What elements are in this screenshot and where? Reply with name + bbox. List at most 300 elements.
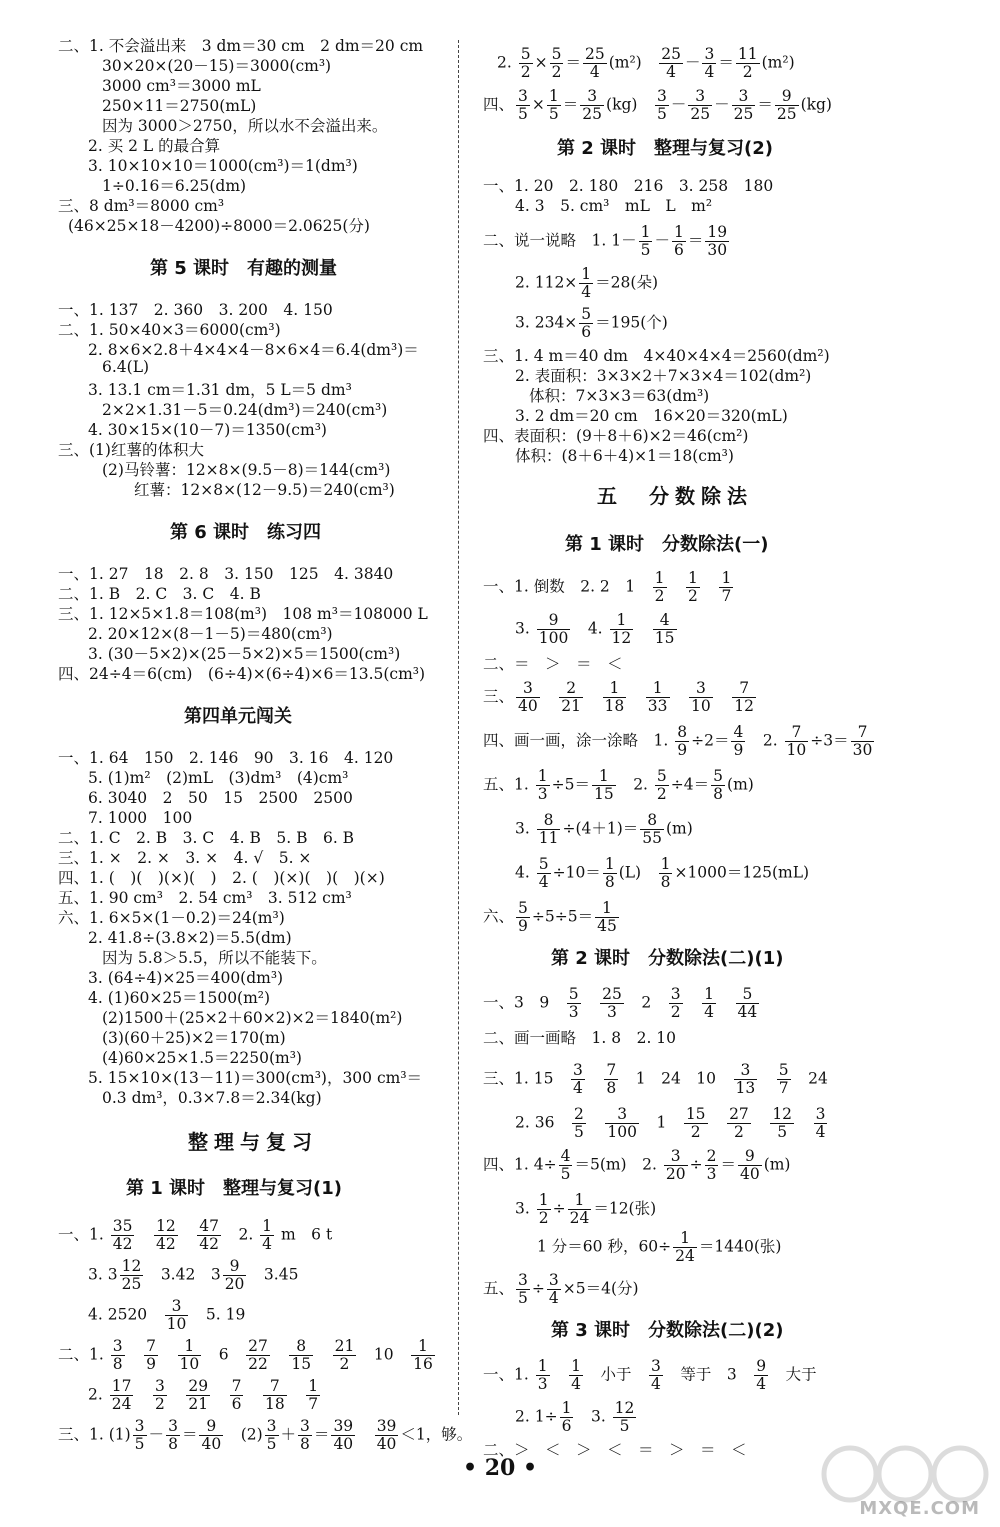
fraction-numerator: 2 (559, 680, 583, 698)
fraction-numerator: 25 (602, 985, 622, 1003)
fraction-numerator: 35 (112, 1217, 133, 1235)
answer-text (588, 1114, 604, 1132)
fraction-numerator: 1 (688, 569, 698, 587)
answer-text: 10 (358, 1345, 410, 1364)
answer-text: 6.4(L) (102, 358, 150, 376)
answer-text (127, 1346, 143, 1364)
fraction-denominator: 30 (707, 241, 728, 260)
answer-text: 4. (515, 863, 535, 882)
fraction (777, 1062, 791, 1097)
fraction (579, 266, 593, 301)
fraction-denominator: 10 (786, 741, 807, 760)
section-heading: 第 6 课时 练习四 (170, 522, 322, 543)
answer-line (88, 1378, 322, 1413)
answer-text: － (148, 1425, 165, 1444)
fraction-denominator: 24 (675, 1247, 695, 1266)
fraction-denominator: 10 (691, 697, 711, 716)
fraction-denominator: 4 (815, 1123, 826, 1142)
answer-text: 3. (575, 1407, 611, 1426)
answer-text: 二、1. C 2. B 3. C 4. B 5. B 6. B (58, 829, 355, 847)
section-heading: 第 5 课时 有趣的测量 (150, 258, 338, 279)
fraction-numerator: 3 (688, 88, 712, 106)
fraction (550, 46, 564, 81)
fraction-denominator: 4 (756, 1375, 767, 1394)
fraction (702, 986, 716, 1021)
answer-text: 一、1. 27 18 2. 8 3. 150 125 4. 3840 (58, 565, 394, 583)
fraction (655, 88, 669, 123)
answer-text (710, 1114, 726, 1132)
fraction-denominator: 2 (339, 1355, 350, 1374)
fraction-numerator: 3 (656, 87, 667, 105)
answer-text (272, 1346, 288, 1364)
fraction-denominator: 16 (413, 1355, 433, 1374)
fraction-denominator: 15 (593, 785, 614, 804)
fraction-numerator: 3 (300, 1417, 310, 1435)
fraction-denominator: 4 (704, 1003, 714, 1022)
answer-text: 二、1. 50×40×3＝6000(cm³) (58, 321, 281, 339)
fraction (559, 1148, 573, 1183)
answer-text: 250×11＝2750(mL) (102, 97, 257, 115)
fraction (186, 1378, 210, 1413)
fraction (705, 1148, 719, 1183)
answer-text: (4)60×25×1.5＝2250(m³) (102, 1049, 302, 1067)
answer-line (483, 1148, 790, 1183)
answer-text (169, 1386, 185, 1404)
fraction-denominator: 12 (734, 697, 754, 716)
fraction-numerator: 1 (604, 855, 615, 873)
fraction-denominator: 3 (607, 1003, 617, 1022)
answer-text: m 6 t (276, 1225, 333, 1244)
answer-text: 2. 36 (515, 1113, 570, 1132)
answer-line (483, 986, 761, 1021)
answer-line (515, 1400, 638, 1435)
answer-text: (2)1500＋(25×2＋60×2)×2＝1840(m²) (102, 1009, 403, 1027)
answer-line (483, 768, 754, 803)
fraction (646, 680, 670, 715)
answer-text: 一、1. 137 2. 360 3. 200 4. 150 (58, 301, 333, 319)
fraction (736, 986, 760, 1021)
fraction-numerator: 9 (738, 1148, 762, 1166)
answer-line (58, 1418, 472, 1453)
answer-text: 1 (640, 1113, 682, 1132)
fraction (567, 986, 581, 1021)
fraction (572, 1106, 586, 1141)
fraction (851, 724, 875, 759)
answer-line (88, 338, 419, 360)
fraction-numerator: 1 (581, 265, 592, 283)
answer-line (102, 114, 387, 136)
fraction-denominator: 42 (112, 1235, 133, 1254)
fraction-denominator: 5 (777, 1123, 788, 1142)
answer-line (58, 438, 204, 460)
answer-text (289, 1386, 305, 1404)
answer-text: 2. 8×6×2.8＋4×4×4－8×6×4＝6.4(dm³)＝ (88, 341, 419, 359)
fraction (659, 46, 683, 81)
fraction-numerator: 39 (376, 1417, 397, 1435)
answer-text: 三、(1)红薯的体积大 (58, 441, 204, 459)
fraction-denominator: 6 (581, 323, 592, 342)
answer-line (58, 1218, 332, 1253)
fraction (263, 1378, 287, 1413)
answer-text: (46×25×18－4200)÷8000＝2.0625(分) (68, 217, 370, 235)
fraction-numerator: 8 (289, 1338, 313, 1356)
fraction-numerator: 3 (704, 45, 715, 63)
answer-text: 二、画一画略 1. 8 2. 10 (483, 1029, 677, 1047)
fraction-denominator: 15 (654, 629, 675, 648)
fraction-denominator: 25 (582, 105, 603, 124)
answer-line (102, 398, 387, 420)
fraction-denominator: 3 (537, 1375, 548, 1394)
answer-text: 一、3 9 (483, 993, 565, 1012)
answer-line (515, 856, 809, 891)
section-heading: 第四单元闯关 (184, 706, 292, 727)
fraction-denominator: 13 (735, 1079, 756, 1098)
answer-text: ＝ (687, 231, 704, 250)
fraction-numerator: 9 (199, 1418, 223, 1436)
fraction-denominator: 30 (852, 741, 873, 760)
fraction-numerator: 1 (537, 1357, 548, 1375)
fraction-numerator: 3 (518, 87, 528, 105)
answer-line (102, 1046, 302, 1068)
fraction (727, 1106, 751, 1141)
answer-text (796, 1114, 812, 1132)
fraction-numerator: 3 (516, 680, 540, 698)
fraction (516, 680, 540, 715)
fraction-numerator: 5 (538, 855, 549, 873)
answer-text: 四、画一画，涂一涂略 1. (483, 731, 674, 750)
section-heading: 五 分数除法 (597, 484, 753, 508)
fraction-numerator: 1 (721, 569, 732, 587)
fraction-denominator: 4 (589, 63, 600, 82)
fraction-denominator: 2 (551, 63, 562, 82)
section-heading: 第 2 课时 整理与复习(2) (557, 138, 774, 159)
fraction-numerator: 1 (548, 87, 559, 105)
fraction-denominator: 18 (265, 1395, 285, 1414)
fraction-denominator: 25 (121, 1275, 142, 1294)
fraction (732, 680, 756, 715)
fraction-numerator: 5 (520, 45, 531, 63)
answer-text (180, 1226, 196, 1244)
answer-line (483, 652, 623, 674)
answer-text: 1÷0.16＝6.25(dm) (102, 177, 247, 195)
fraction (600, 986, 624, 1021)
fraction-denominator: 45 (597, 917, 617, 936)
fraction-numerator: 1 (592, 768, 616, 786)
answer-text: (L) (618, 863, 657, 882)
answer-text: ＝ (562, 95, 579, 114)
answer-text: 3. (515, 619, 535, 638)
fraction-denominator: 8 (112, 1355, 123, 1374)
fraction (516, 1272, 530, 1307)
fraction (331, 1418, 355, 1453)
fraction-denominator: 18 (604, 697, 625, 716)
fraction-numerator: 4 (560, 1147, 571, 1165)
answer-line (88, 378, 352, 400)
answer-text: 24 (792, 1069, 828, 1088)
fraction (754, 1358, 768, 1393)
answer-line (483, 1272, 639, 1307)
answer-line (88, 622, 333, 644)
fraction (639, 224, 653, 259)
fraction-denominator: 9 (518, 917, 528, 936)
answer-text: 5. 19 (190, 1305, 246, 1324)
fraction-numerator: 1 (411, 1338, 435, 1356)
fraction-numerator: 1 (262, 1217, 273, 1235)
fraction-numerator: 5 (568, 985, 579, 1003)
fraction (166, 1418, 180, 1453)
fraction-denominator: 40 (739, 1165, 760, 1184)
answer-line (515, 266, 658, 301)
fraction-numerator: 39 (333, 1417, 354, 1435)
fraction (568, 1192, 592, 1227)
answer-text: ÷ (531, 1279, 545, 1298)
fraction (640, 812, 664, 847)
answer-line (58, 662, 425, 684)
answer-text: 一、1. (58, 1225, 109, 1244)
watermark-text: MXQE.COM (859, 1498, 980, 1519)
answer-text: 体积：(8＋6＋4)×1＝18(cm³) (515, 447, 734, 465)
answer-text: 三、 (483, 687, 515, 706)
fraction-denominator: 2 (538, 1209, 549, 1228)
fraction-numerator: 12 (155, 1217, 176, 1235)
answer-text: 因为 3000＞2750，所以水不会溢出来。 (102, 117, 388, 135)
answer-text: × (531, 95, 545, 114)
answer-line (88, 926, 292, 948)
fraction-numerator: 1 (660, 855, 671, 873)
fraction-numerator: 8 (640, 812, 664, 830)
fraction (734, 1062, 758, 1097)
answer-text: 五、1. 90 cm³ 2. 54 cm³ 3. 512 cm³ (58, 889, 352, 907)
answer-text: ＝195(个) (595, 313, 668, 332)
answer-line (483, 1062, 828, 1097)
fraction-numerator: 47 (199, 1217, 219, 1235)
fraction-numerator: 1 (654, 569, 665, 587)
answer-text: 三、1. (1) (58, 1425, 131, 1444)
fraction-numerator: 25 (661, 45, 681, 63)
answer-text: × (534, 53, 548, 72)
fraction (199, 1418, 223, 1453)
answer-line (88, 642, 400, 664)
fraction (111, 1218, 135, 1253)
fraction-numerator: 3 (670, 985, 681, 1003)
answer-text (635, 620, 651, 638)
answer-text: 一、1. 20 2. 180 216 3. 258 180 (483, 177, 774, 195)
fraction-denominator: 5 (560, 1165, 571, 1184)
fraction-denominator: 2 (688, 587, 698, 606)
answer-line (58, 562, 393, 584)
fraction-denominator: 5 (656, 105, 667, 124)
answer-text: 5. (1)m² (2)mL (3)dm³ (4)cm³ (88, 769, 349, 787)
answer-text: 1 分＝60 秒，60÷ (537, 1237, 672, 1256)
fraction-numerator: 5 (736, 986, 760, 1004)
answer-text: 2. 1÷ (515, 1407, 558, 1426)
fraction-denominator: 10 (166, 1315, 187, 1334)
fraction-numerator: 9 (775, 88, 799, 106)
answer-text: ÷5÷5＝ (531, 907, 594, 926)
answer-line (88, 806, 192, 828)
answer-text: ÷2＝ (691, 731, 730, 750)
fraction-denominator: 5 (518, 105, 528, 124)
answer-text: ＝ (718, 53, 734, 72)
fraction-numerator: 3 (689, 680, 713, 698)
answer-text (552, 1366, 568, 1384)
fraction (705, 224, 729, 259)
fraction-numerator: 3 (112, 1337, 123, 1355)
answer-line (102, 946, 327, 968)
answer-text (685, 994, 701, 1012)
answer-text: ＝28(朵) (595, 273, 658, 292)
fraction (684, 1106, 708, 1141)
answer-text: (2)马铃薯：12×8×(9.5－8)＝144(cm³) (102, 461, 391, 479)
fraction-denominator: 4 (651, 1375, 661, 1394)
answer-text: (3)(60＋25)×2＝170(m) (102, 1029, 286, 1047)
fraction (583, 46, 607, 81)
answer-text: ＝ (181, 1425, 198, 1444)
fraction-denominator: 7 (721, 587, 732, 606)
answer-text: 三、1. × 2. × 3. × 4. √ 5. × (58, 849, 312, 867)
answer-line (102, 1086, 322, 1108)
fraction (111, 1338, 125, 1373)
answer-text: 2. (617, 775, 653, 794)
answer-text (718, 994, 734, 1012)
fraction-numerator: 4 (733, 723, 744, 741)
fraction (655, 768, 669, 803)
answer-text (672, 688, 688, 706)
answer-text: 五、 (483, 1279, 515, 1298)
answer-text (583, 994, 599, 1012)
fraction (519, 46, 533, 81)
fraction-numerator: 1 (595, 900, 619, 918)
fraction-numerator: 3 (572, 1061, 583, 1079)
fraction-denominator: 15 (291, 1355, 312, 1374)
answer-line (483, 900, 621, 935)
fraction-denominator: 20 (665, 1165, 686, 1184)
fraction-numerator: 12 (121, 1257, 142, 1275)
fraction (154, 1218, 178, 1253)
fraction (814, 1106, 828, 1141)
fraction-denominator: 4 (538, 873, 549, 892)
section-heading: 第 1 课时 整理与复习(1) (126, 1178, 343, 1199)
answer-line (88, 986, 270, 1008)
fraction-numerator: 15 (685, 1105, 706, 1123)
answer-text: ÷3＝ (810, 731, 849, 750)
answer-text: 2. 买 2 L 的最合算 (88, 137, 221, 155)
fraction-denominator: 2 (654, 587, 665, 606)
fraction-denominator: 20 (224, 1275, 245, 1294)
fraction (653, 570, 667, 605)
answer-text: ＝12(张) (593, 1199, 657, 1218)
answer-text: 4. 30×15×(10－7)＝1350(cm³) (88, 421, 327, 439)
answer-text (160, 1346, 176, 1364)
fraction (732, 88, 756, 123)
fraction-denominator: 21 (188, 1395, 209, 1414)
fraction (649, 1358, 663, 1393)
fraction-denominator: 8 (713, 785, 724, 804)
fraction-numerator: 3 (154, 1377, 165, 1395)
fraction-denominator: 10 (179, 1355, 200, 1374)
fraction-denominator: 9 (733, 741, 744, 760)
answer-text: 3. (64÷4)×25＝400(dm³) (88, 969, 284, 987)
answer-text: 6 (203, 1345, 245, 1364)
answer-text: (kg) (800, 95, 832, 114)
answer-text: 2. 20×12×(8－1－5)＝480(cm³) (88, 625, 333, 643)
answer-text: 4. (1)60×25＝1500(m²) (88, 989, 271, 1007)
answer-text: 二、＝ ＞ ＝ ＜ (483, 655, 623, 673)
answer-text: 2. (88, 1385, 108, 1404)
fraction (579, 306, 593, 341)
fraction (375, 1418, 399, 1453)
fraction-numerator: 12 (772, 1105, 793, 1123)
answer-text: 3. 3 (88, 1265, 118, 1284)
fraction (230, 1378, 244, 1413)
fraction-numerator: 12 (614, 1399, 635, 1417)
fraction-numerator: 9 (756, 1357, 767, 1375)
fraction-numerator: 5 (518, 899, 528, 917)
fraction-denominator: 7 (778, 1079, 789, 1098)
fraction-denominator: 55 (642, 829, 662, 848)
answer-line (58, 34, 423, 56)
fraction-denominator: 2 (656, 785, 667, 804)
answer-text: 30×20×(20－15)＝3000(cm³) (102, 57, 332, 75)
fraction (738, 1148, 762, 1183)
fraction (688, 88, 712, 123)
fraction-numerator: 9 (223, 1258, 247, 1276)
fraction (298, 1418, 312, 1453)
answer-line (515, 1106, 829, 1141)
fraction-numerator: 7 (606, 1061, 617, 1079)
fraction-denominator: 4 (572, 1079, 583, 1098)
answer-text: 四、 (483, 95, 515, 114)
fraction-denominator: 40 (201, 1435, 222, 1454)
answer-text (135, 1386, 151, 1404)
fraction (289, 1338, 313, 1373)
answer-text: ÷(4＋1)＝ (562, 819, 639, 838)
answer-line (58, 886, 352, 908)
answer-text: 3. 10×10×10＝1000(cm³)＝1(dm³) (88, 157, 358, 175)
answer-text: 3. (30－5×2)×(25－5×2)×5＝1500(cm³) (88, 645, 401, 663)
fraction-numerator: 1 (568, 1192, 592, 1210)
fraction-denominator: 25 (776, 105, 797, 124)
fraction-numerator: 3 (134, 1417, 145, 1435)
answer-line (497, 46, 795, 81)
answer-line (483, 1358, 817, 1393)
answer-line (102, 1006, 402, 1028)
answer-text: ×1000＝125(mL) (674, 863, 810, 882)
fraction-denominator: 8 (604, 873, 615, 892)
fraction-denominator: 2 (742, 63, 753, 82)
answer-text: 2. (222, 1225, 259, 1244)
answer-text: 3.42 3 (145, 1265, 221, 1284)
answer-text: 2. 表面积：3×3×2＋7×3×4＝102(dm²) (515, 367, 812, 385)
answer-text: 因为 5.8＞5.5，所以不能装下。 (102, 949, 327, 967)
answer-text: 五、1. (483, 775, 534, 794)
answer-text: － (654, 231, 670, 250)
fraction-numerator: 1 (640, 223, 651, 241)
answer-text: 六、 (483, 907, 515, 926)
fraction (120, 1258, 144, 1293)
answer-line (483, 224, 731, 259)
answer-text: 四、1. 4÷ (483, 1155, 557, 1174)
answer-text: 红薯：12×8×(12－9.5)＝240(cm³) (134, 481, 395, 499)
answer-text (542, 688, 558, 706)
answer-line (58, 298, 333, 320)
fraction (536, 768, 550, 803)
answer-line (515, 404, 788, 426)
answer-text (212, 1386, 228, 1404)
answer-text: 2×2×1.31－5＝0.24(dm³)＝240(cm³) (102, 401, 388, 419)
fraction-numerator: 27 (729, 1105, 749, 1123)
fraction-numerator: 7 (851, 724, 875, 742)
